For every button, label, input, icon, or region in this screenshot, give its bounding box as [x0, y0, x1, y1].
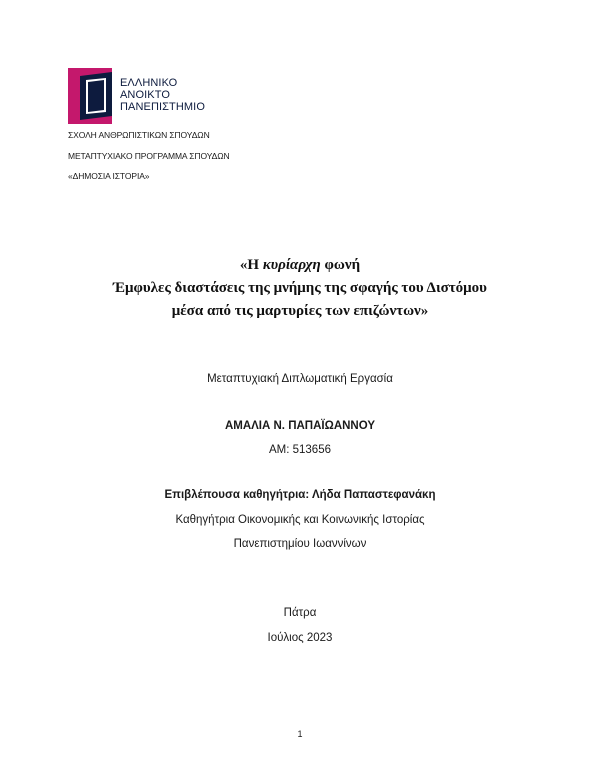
logo-line-3: ΠΑΝΕΠΙΣΤΗΜΙΟ: [120, 101, 205, 113]
thesis-title: [0, 255, 600, 324]
title-line-3: μέσα από τις μαρτυρίες των επιζώντων»: [171, 303, 429, 319]
title-line-1-prefix: «Η: [239, 257, 263, 273]
date: Ιούλιος 2023: [267, 632, 333, 644]
supervisor-title: Καθηγήτρια Οικονομικής και Κοινωνικής Ιστορίας: [175, 514, 425, 526]
logo-line-2: ΑΝΟΙΚΤΟ: [120, 89, 171, 101]
logo-mark-icon: [68, 68, 118, 124]
title-line-1-italic: κυρίαρχη: [262, 257, 321, 273]
title-line-1-suffix: φωνή: [320, 257, 361, 273]
school-info: [68, 130, 230, 192]
logo-text: [120, 77, 205, 113]
place: Πάτρα: [283, 607, 317, 619]
specialization-name: «ΔΗΜΟΣΙΑ ΙΣΤΟΡΙΑ»: [68, 171, 150, 181]
school-name: ΣΧΟΛΗ ΑΝΘΡΩΠΙΣΤΙΚΩΝ ΣΠΟΥΔΩΝ: [68, 130, 210, 140]
supervisor-university: Πανεπιστημίου Ιωαννίνων: [233, 538, 367, 550]
program-name: ΜΕΤΑΠΤΥΧΙΑΚΟ ΠΡΟΓΡΑΜΜΑ ΣΠΟΥΔΩΝ: [68, 150, 230, 161]
supervisor-label: Επιβλέπουσα καθηγήτρια: Λήδα Παπαστεφανάκη: [164, 489, 436, 501]
university-logo: [68, 68, 218, 124]
page-number: 1: [297, 729, 303, 739]
author-name: ΑΜΑΛΙΑ Ν. ΠΑΠΑΪΩΑΝΝΟΥ: [224, 420, 376, 432]
logo-line-1: ΕΛΛΗΝΙΚΟ: [120, 77, 178, 89]
title-line-1: [0, 255, 600, 276]
thesis-type: Μεταπτυχιακή Διπλωματική Εργασία: [207, 373, 393, 385]
title-line-2: Έμφυλες διαστάσεις της μνήμης της σφαγής του Διστόμου: [113, 280, 487, 296]
author-am: ΑΜ: 513656: [268, 444, 331, 456]
